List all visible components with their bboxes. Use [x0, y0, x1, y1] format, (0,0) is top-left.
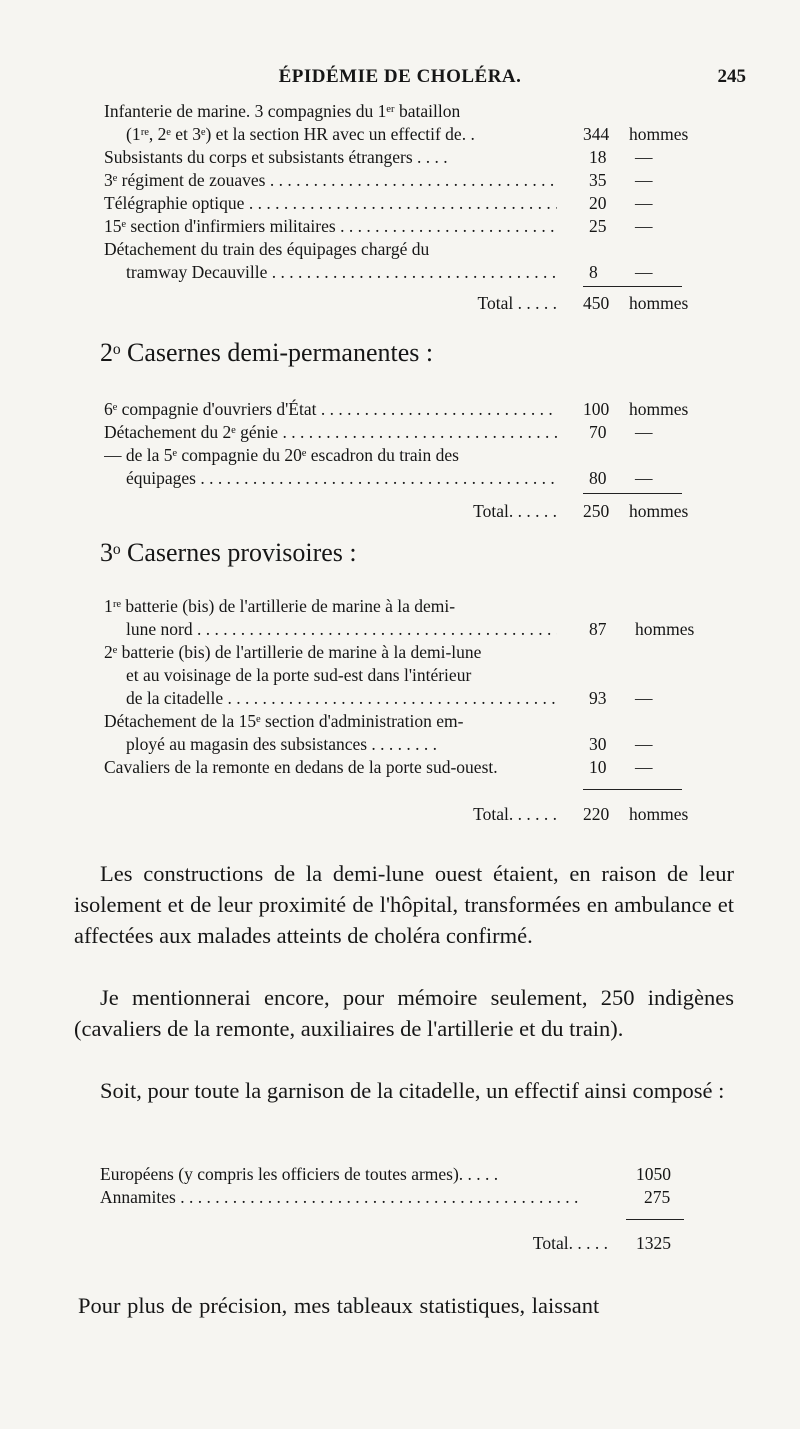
total-label: Total. . . . .	[532, 1233, 608, 1253]
total-rule	[583, 286, 682, 287]
total-label: Total. . . . . .	[473, 804, 557, 824]
total-value: 220 hommes	[583, 804, 689, 824]
body-paragraph: Je mentionnerai encore, pour mémoire seulement, 250 indigènes (cavaliers de la remonte, auxiliaires de l'artillerie et du train).	[74, 985, 734, 1041]
table-row-value: 18 —	[589, 147, 653, 167]
table-row-label: Détachement de la 15ᵉ section d'administration em-	[104, 711, 464, 731]
table-row-value: 275	[644, 1187, 671, 1207]
table-row-label: 1ʳᵉ batterie (bis) de l'artillerie de marine à la demi-	[104, 596, 456, 616]
table-row-label: Télégraphie optique . . .	[104, 192, 557, 215]
table-row-label: Cavaliers de la remonte en dedans de la porte sud-ouest.	[104, 757, 498, 777]
table-row-value: 25 —	[589, 216, 653, 236]
total-value: 250 hommes	[583, 501, 689, 521]
table-row-label: et au voisinage de la porte sud-est dans l'intérieur	[126, 665, 472, 685]
body-paragraph-continuation: Pour plus de précision, mes tableaux statistiques, laissant	[78, 1293, 600, 1318]
section-3-heading: 3ᵒ Casernes provisoires :	[100, 538, 357, 567]
table-row-value: 30 —	[589, 734, 653, 754]
table-row-label: 2ᵉ batterie (bis) de l'artillerie de marine à la demi-lune	[104, 642, 482, 662]
running-header-title: ÉPIDÉMIE DE CHOLÉRA.	[278, 66, 522, 87]
total-label: Total . . . . .	[477, 293, 557, 313]
table-row-value: 93 —	[589, 688, 653, 708]
table-row-label: Détachement du train des équipages chargé du	[104, 239, 430, 259]
section-2-heading: 2ᵒ Casernes demi-permanentes :	[100, 338, 434, 367]
table-row-label: (1ʳᵉ, 2ᵉ et 3ᵉ) et la section HR avec un effectif de. .	[126, 124, 475, 144]
total-value: 1325	[636, 1233, 671, 1253]
table-row-label: 6ᵉ compagnie d'ouvriers d'État . . .	[104, 398, 557, 421]
table-row-value: 1050	[636, 1164, 671, 1184]
total-rule	[583, 789, 682, 790]
body-paragraph: Soit, pour toute la garnison de la citadelle, un effectif ainsi composé :	[100, 1078, 725, 1103]
table-row-label: lune nord . . .	[126, 618, 557, 641]
table-row-label: de la citadelle . . .	[126, 687, 557, 710]
table-row-value: 35 —	[589, 170, 653, 190]
table-row-value: 8 —	[589, 262, 653, 282]
table-row-label: Infanterie de marine. 3 compagnies du 1ᵉʳ bataillon	[104, 101, 461, 121]
table-row-value: 20 —	[589, 193, 653, 213]
table-row-label: ployé au magasin des subsistances . . . . . . . .	[126, 734, 438, 754]
total-rule	[583, 493, 682, 494]
table-row-label: tramway Decauville . . .	[126, 261, 557, 284]
table-row-value: 70 —	[589, 422, 653, 442]
table-row-value: 10 —	[589, 757, 653, 777]
table-row-value: 87 hommes	[589, 619, 695, 639]
total-value: 450 hommes	[583, 293, 689, 313]
table-row-value: 344 hommes	[583, 124, 689, 144]
table-row-label: Détachement du 2ᵉ génie . . .	[104, 421, 557, 444]
table-row-label: équipages . . .	[126, 467, 557, 490]
table-row-label: 3ᵉ régiment de zouaves . . .	[104, 169, 557, 192]
table-row-label: Européens (y compris les officiers de toutes armes). . . . .	[100, 1164, 499, 1184]
table-row-label: Annamites . . .	[100, 1186, 607, 1209]
table-row-value: 100 hommes	[583, 399, 689, 419]
page-number: 245	[717, 66, 746, 87]
total-rule	[626, 1219, 684, 1220]
body-paragraph: Les constructions de la demi-lune ouest étaient, en raison de leur isolement et de leur proximité de l'hôpital, transformées en ambulance et affectées aux malades atteints de choléra confirmé.	[74, 861, 734, 948]
total-label: Total. . . . . .	[473, 501, 557, 521]
table-row-label: Subsistants du corps et subsistants étrangers . . . .	[104, 147, 448, 167]
table-row-label: 15ᵉ section d'infirmiers militaires . . .	[104, 215, 557, 238]
table-row-value: 80 —	[589, 468, 653, 488]
table-row-label: — de la 5ᵉ compagnie du 20ᵉ escadron du train des	[104, 445, 459, 465]
